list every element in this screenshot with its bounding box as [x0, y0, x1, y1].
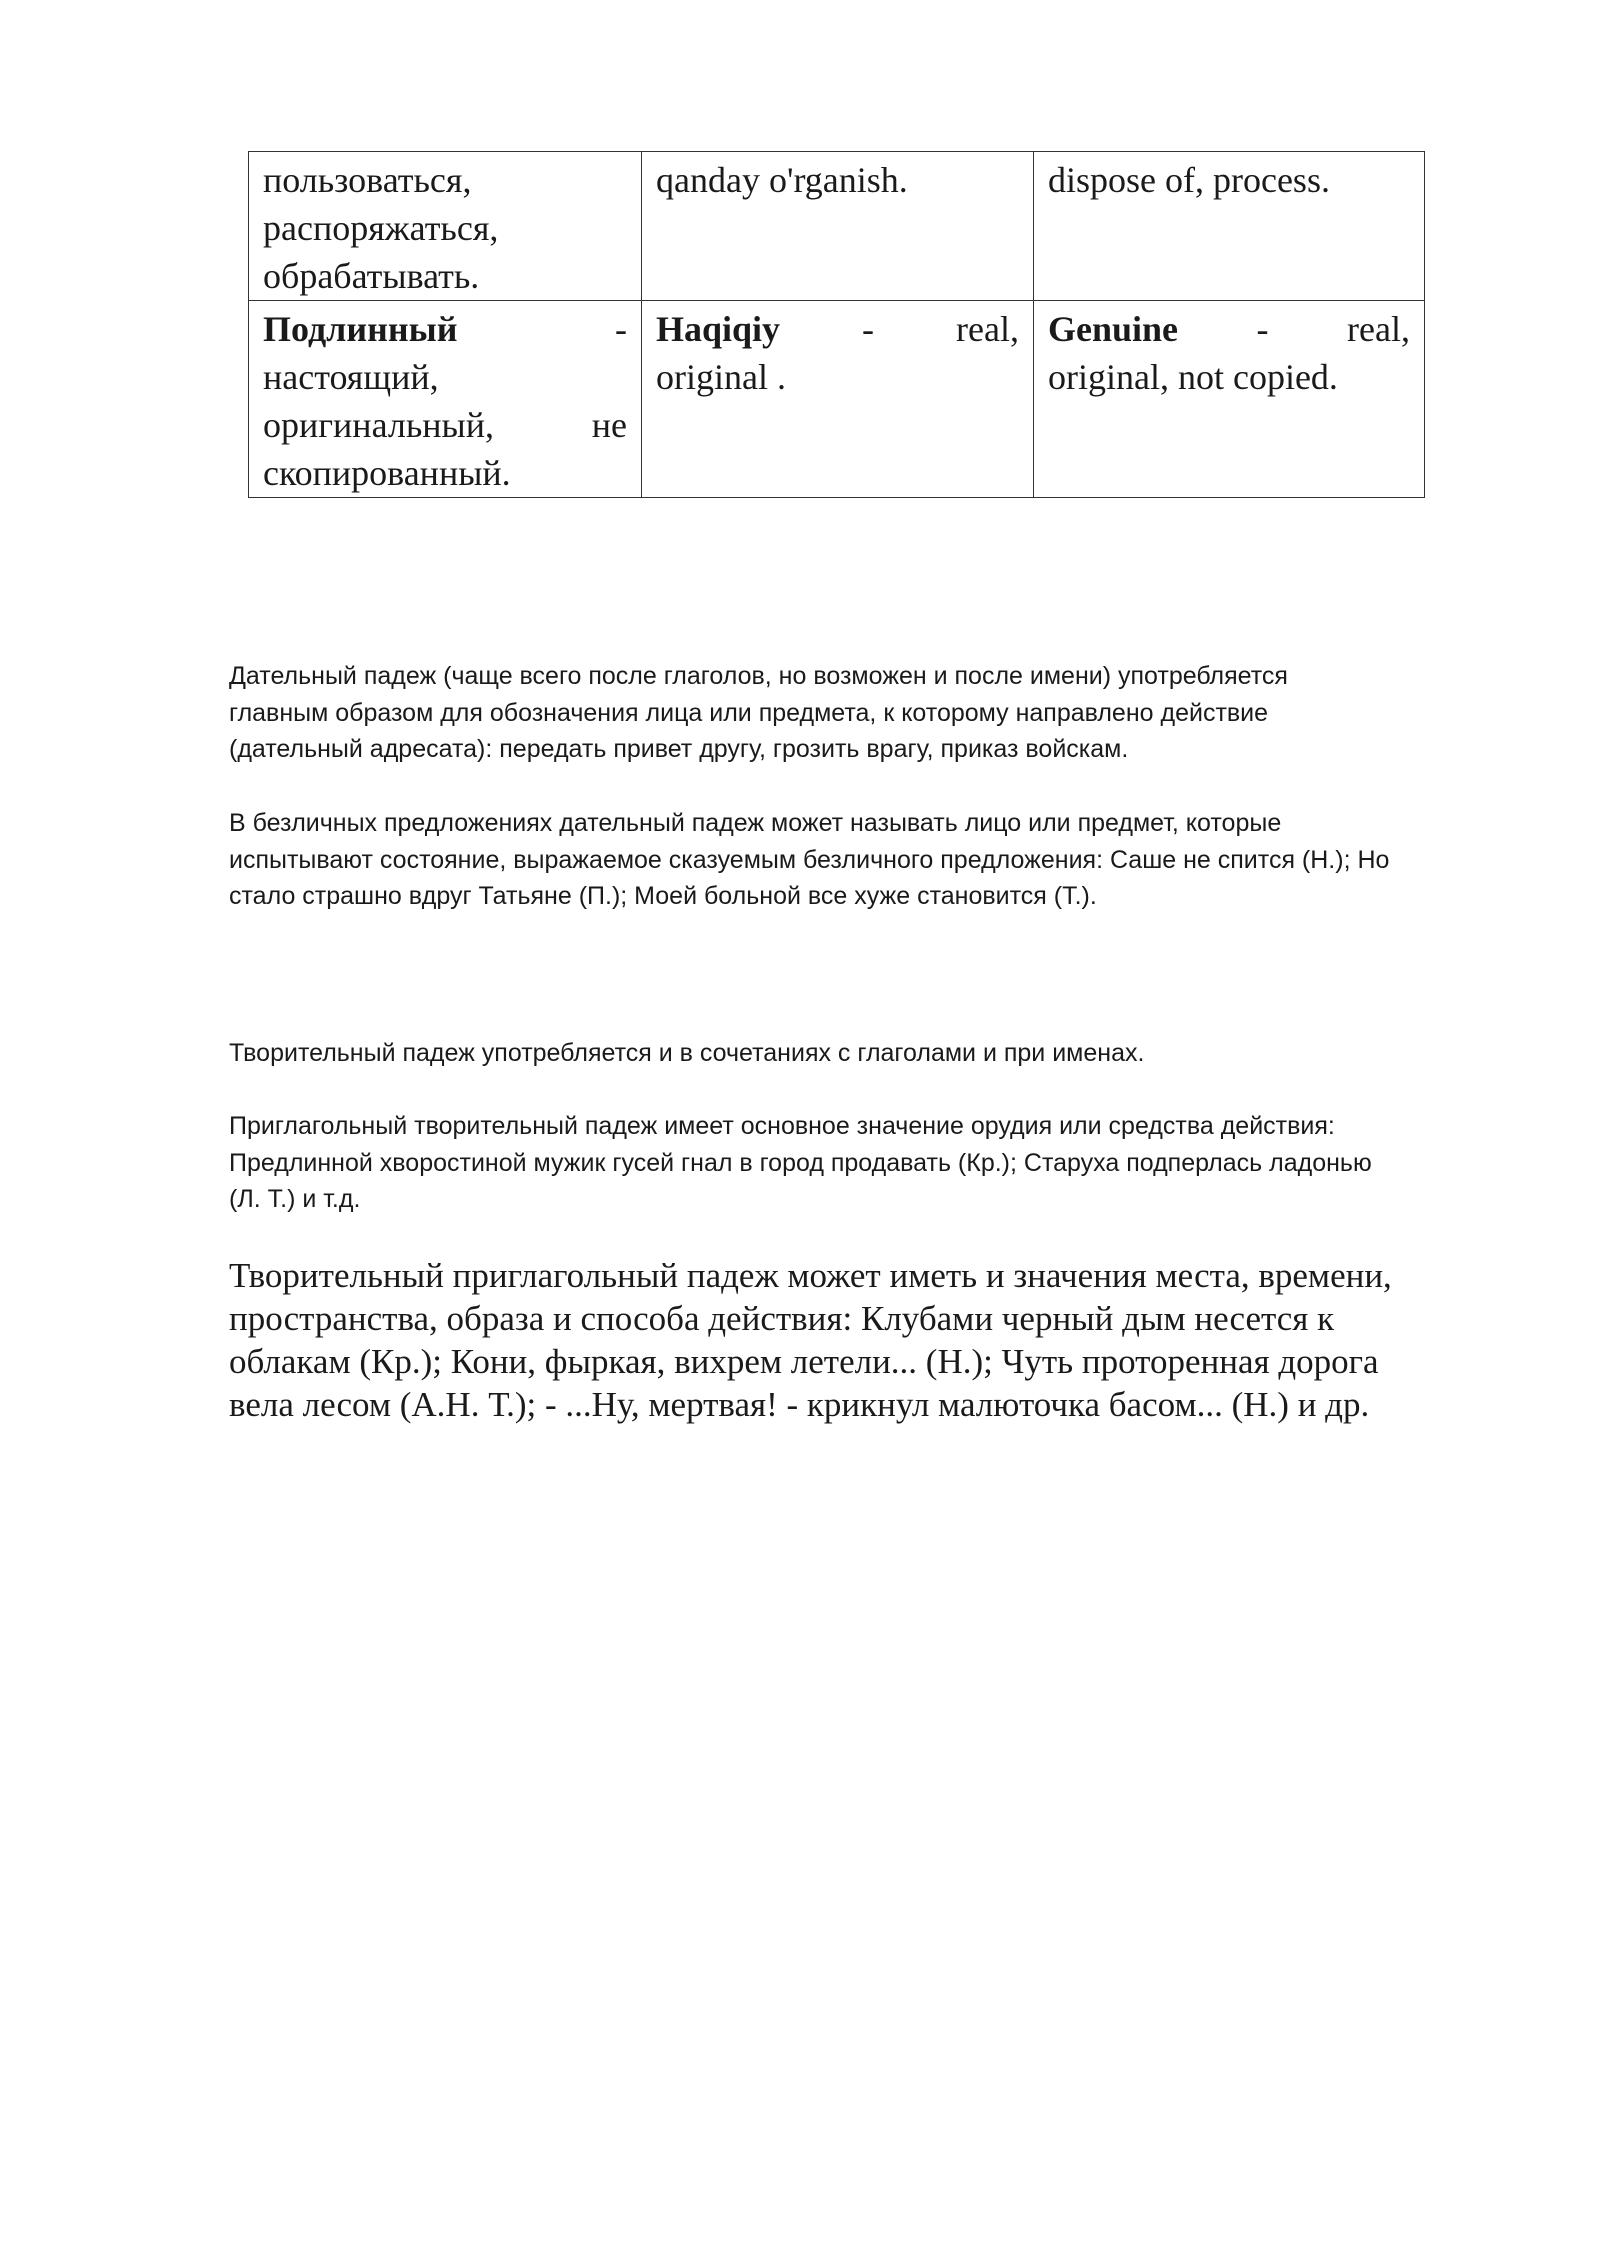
cell-text-line: qanday o'rganish.	[656, 160, 908, 200]
paragraph-line: Творительный приглагольный падеж может иметь и значения места, времени,	[229, 1256, 1392, 1295]
paragraph-line: Приглагольный творительный падеж имеет основное значение орудия или средства действия:	[229, 1112, 1335, 1140]
cell-text-line: dispose of, process.	[1048, 160, 1330, 200]
cell-text-line: original, not copied.	[1048, 357, 1338, 397]
paragraph-instrumental-meanings	[229, 1254, 1549, 1426]
word: не	[591, 405, 627, 445]
paragraph-line: Предлинной хворостиной мужик гусей гнал в город продавать (Кр.); Старуха подперлась ладонью	[229, 1148, 1372, 1177]
paragraph-dative-impersonal	[229, 805, 1529, 915]
paragraph-line: облакам (Кр.); Кони, фыркая, вихрем летели... (Н.); Чуть проторенная дорога	[229, 1342, 1379, 1381]
table-cell-english	[1034, 152, 1425, 301]
paragraph-instrumental-verbal	[229, 1108, 1529, 1218]
paragraph-line: (Л. Т.) и т.д.	[229, 1185, 361, 1213]
term-uzbek: Haqiqiy	[656, 309, 781, 349]
word: real,	[956, 309, 1019, 349]
word: оригинальный,	[263, 405, 494, 445]
paragraph-line: вела лесом (А.Н. Т.); - ...Ну, мертвая! - крикнул малюточка басом... (Н.) и др.	[229, 1385, 1370, 1424]
term-english: Genuine	[1048, 309, 1179, 349]
cell-text-line: настоящий,	[263, 357, 439, 397]
cell-text-line: пользоваться,	[263, 160, 472, 200]
paragraph-dative-usage	[229, 658, 1529, 768]
table-cell-russian	[249, 152, 642, 301]
cell-text-line	[656, 305, 1019, 353]
paragraph-line: пространства, образа и способа действия: Клубами черный дым несется к	[229, 1299, 1335, 1338]
dash: -	[862, 309, 875, 349]
cell-text-line	[263, 305, 627, 353]
word: real,	[1347, 309, 1410, 349]
vocabulary-table	[248, 151, 1425, 498]
table-cell-uzbek	[642, 152, 1034, 301]
paragraph-line: Дательный падеж (чаще всего после глаголов, но возможен и после имени) употребляется	[229, 662, 1288, 690]
cell-text-line: скопированный.	[263, 453, 511, 493]
table-cell-uzbek	[642, 301, 1034, 498]
table-row	[249, 301, 1425, 498]
paragraph-line: главным образом для обозначения лица или предмета, к которому направлено действие	[229, 698, 1269, 727]
paragraph-line: стало страшно вдруг Татьяне (П.); Моей больной все хуже становится (Т.).	[229, 882, 1097, 910]
cell-text-line: распоряжаться,	[263, 208, 499, 248]
paragraph-instrumental-usage	[229, 1035, 1529, 1072]
cell-text-line: original .	[656, 357, 786, 397]
paragraph-line: испытывают состояние, выражаемое сказуемым безличного предложения: Саше не спится (Н.); Но	[229, 845, 1390, 874]
term-russian: Подлинный	[263, 309, 458, 349]
cell-text-line	[263, 401, 627, 449]
table-row	[249, 152, 1425, 301]
dash: -	[1256, 309, 1269, 349]
paragraph-line: Творительный падеж употребляется и в сочетаниях с глаголами и при именах.	[229, 1039, 1145, 1067]
paragraph-line: В безличных предложениях дательный падеж может называть лицо или предмет, которые	[229, 809, 1282, 837]
cell-text-line	[1048, 305, 1410, 353]
paragraph-line: (дательный адресата): передать привет другу, грозить врагу, приказ войскам.	[229, 735, 1129, 763]
table-cell-english	[1034, 301, 1425, 498]
table-cell-russian	[249, 301, 642, 498]
cell-text-line: обрабатывать.	[263, 256, 480, 296]
dash: -	[615, 309, 627, 349]
